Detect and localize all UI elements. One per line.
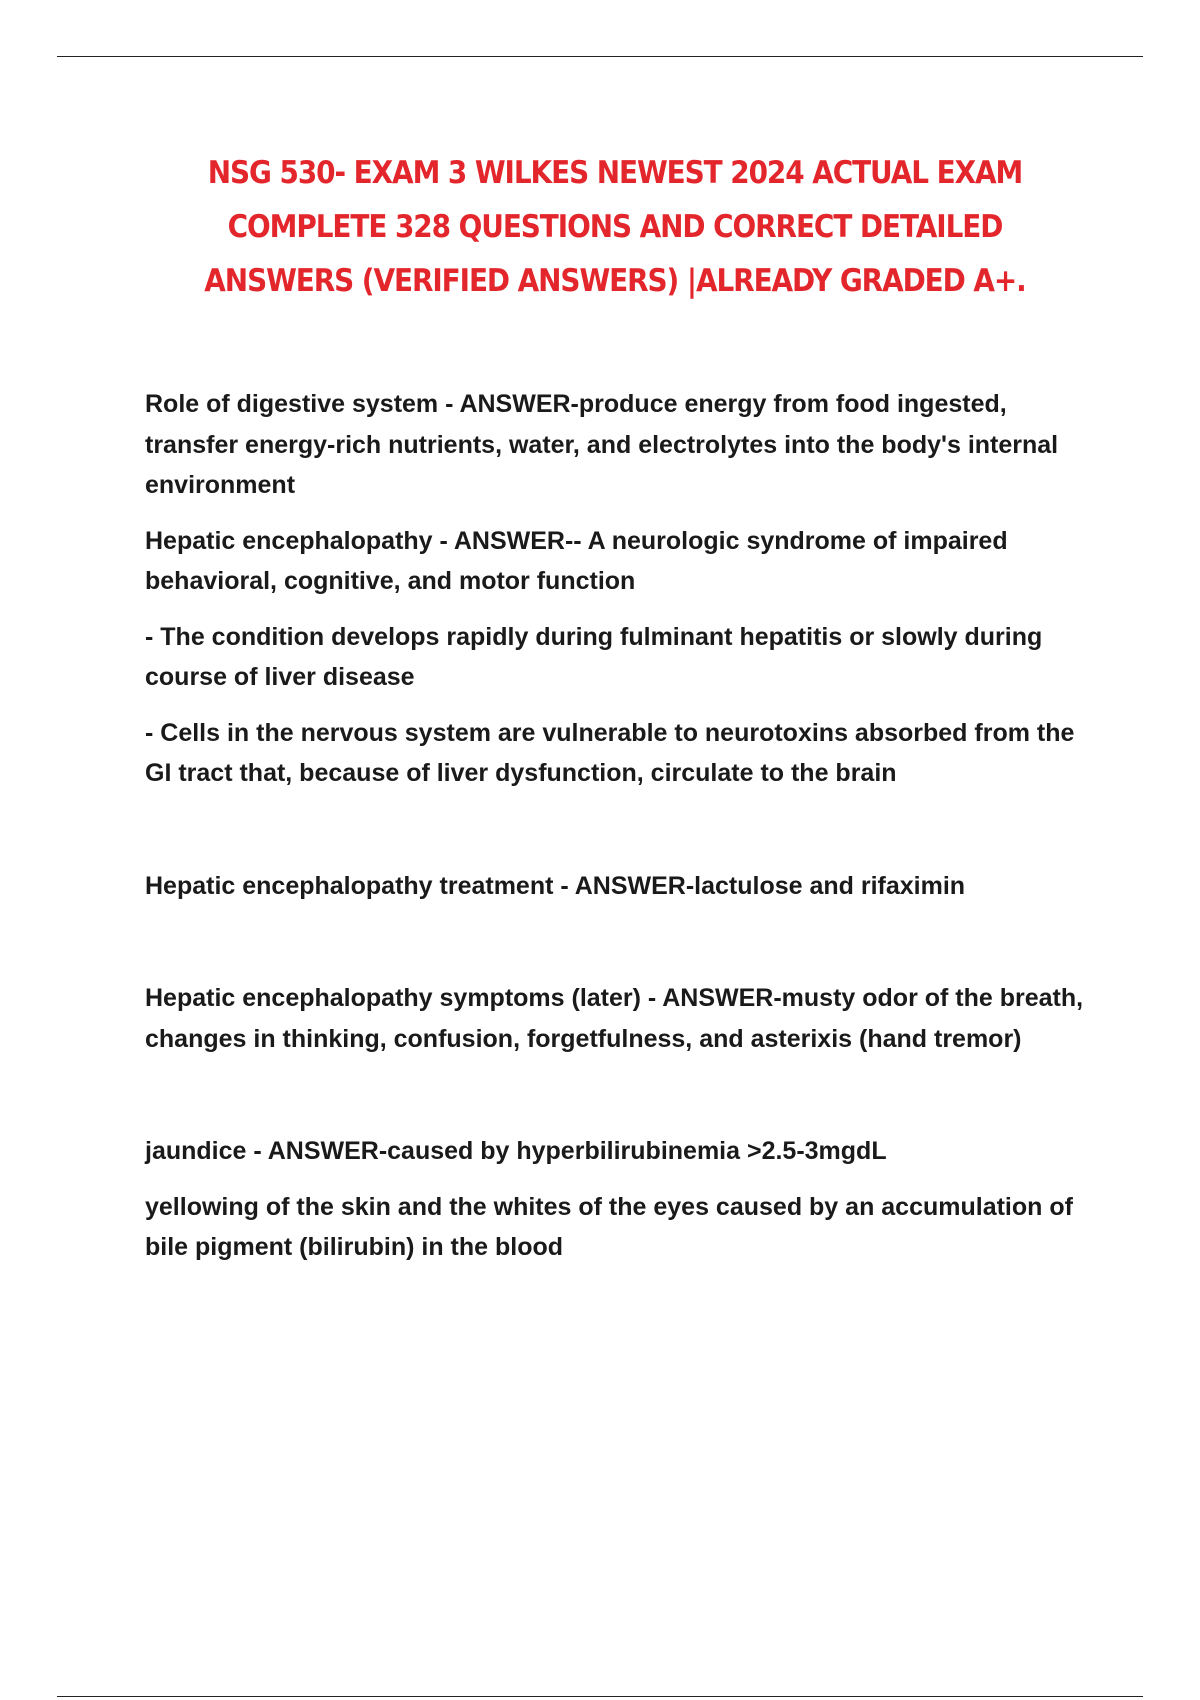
paragraph-condition-development: - The condition develops rapidly during fulminant hepatitis or slowly during course of liver disease	[145, 622, 1043, 691]
paragraph-treatment: Hepatic encephalopathy treatment - ANSWER-lactulose and rifaximin	[145, 871, 966, 900]
paragraph-digestive-role: Role of digestive system - ANSWER-produce energy from food ingested, transfer energy-rich nutrients, water, and electrolytes into the body's internal environment	[145, 390, 1059, 499]
top-rule	[57, 56, 1143, 57]
document-title: NSG 530- EXAM 3 WILKES NEWEST 2024 ACTUAL EXAM COMPLETE 328 QUESTIONS AND CORRECT DETAILED ANSWERS (VERIFIED ANSWERS) |ALREADY GRADED A+.	[204, 155, 1026, 299]
paragraph-neurotoxins: - Cells in the nervous system are vulnerable to neurotoxins absorbed from the GI tract that, because of liver dysfunction, circulate to the brain	[145, 718, 1075, 787]
paragraph-hepatic-encephalopathy: Hepatic encephalopathy - ANSWER-- A neurologic syndrome of impaired behavioral, cognitive, and motor function	[145, 526, 1008, 595]
document-body	[145, 384, 1105, 1268]
paragraph-symptoms: Hepatic encephalopathy symptoms (later) - ANSWER-musty odor of the breath, changes in thinking, confusion, forgetfulness, and asterixis (hand tremor)	[145, 984, 1084, 1053]
paragraph-jaundice-definition: yellowing of the skin and the whites of the eyes caused by an accumulation of bile pigment (bilirubin) in the blood	[145, 1192, 1073, 1261]
paragraph-jaundice: jaundice - ANSWER-caused by hyperbilirubinemia >2.5-3mgdL	[145, 1137, 887, 1165]
bottom-rule	[57, 1696, 1143, 1697]
